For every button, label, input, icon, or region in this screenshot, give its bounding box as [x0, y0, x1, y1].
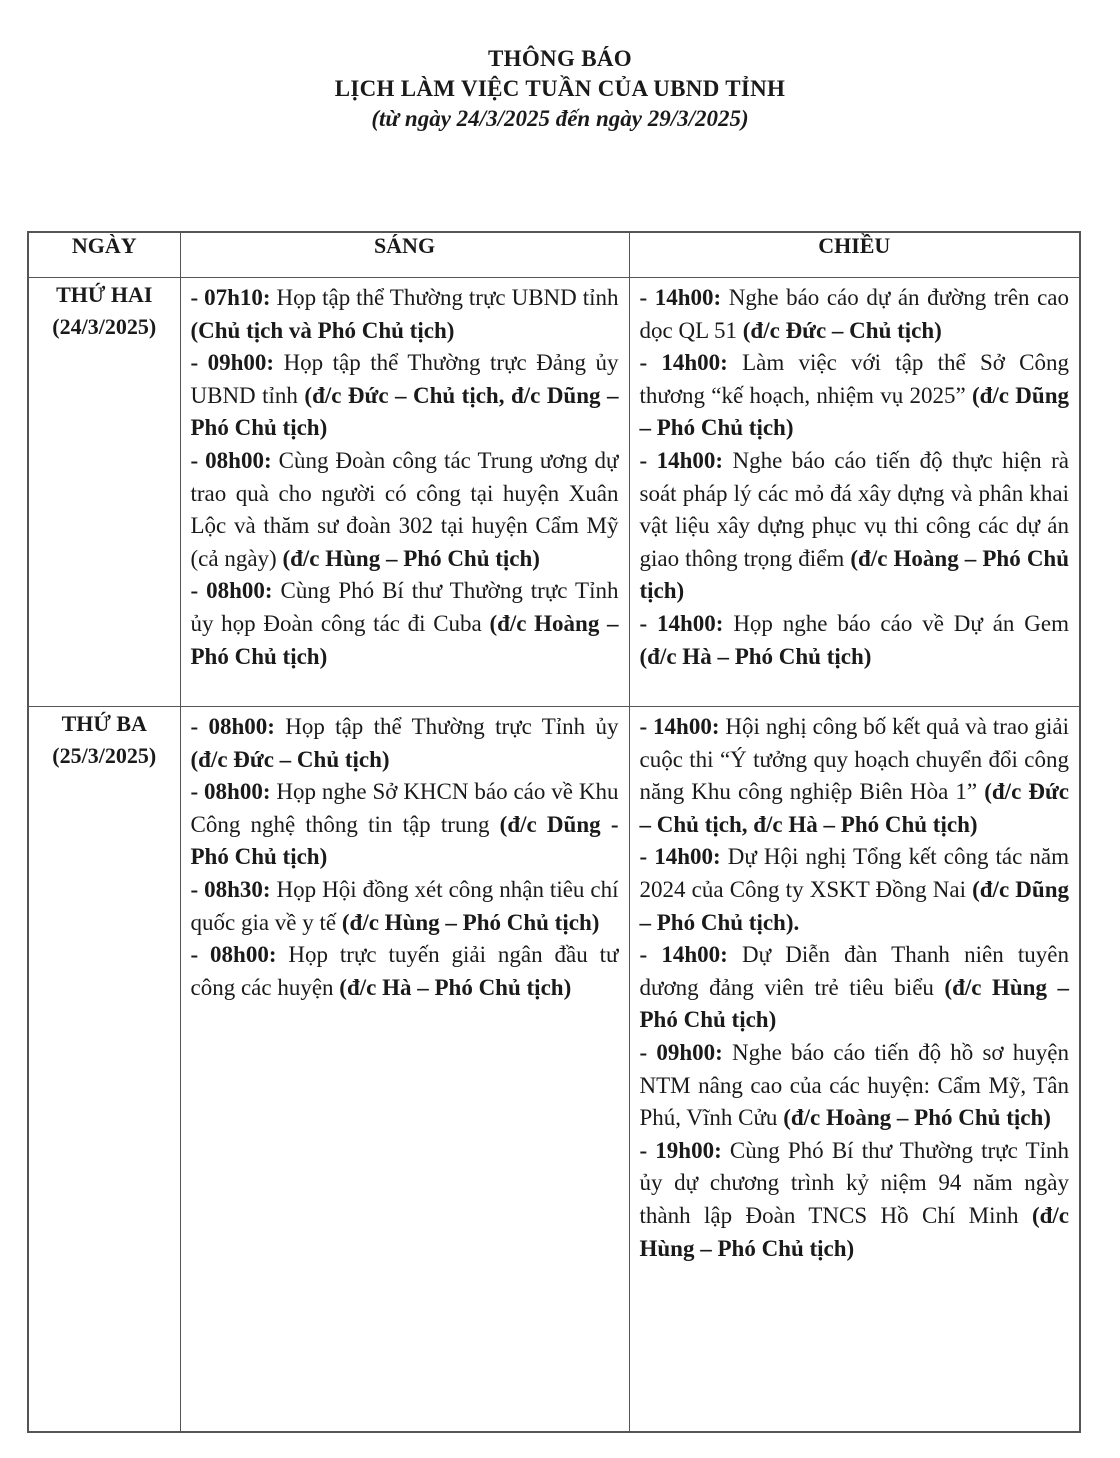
entry-description: Cùng Phó Bí thư Thường trực Tỉnh ủy họp Đoàn công tác đi Cuba	[190, 578, 619, 636]
morning-cell	[180, 707, 629, 1433]
entry-description: Họp Hội đồng xét công nhận tiêu chí quốc gia về y tế	[190, 876, 619, 935]
entry-time: - 14h00:	[639, 714, 720, 739]
entry-time: - 09h00:	[639, 1039, 723, 1065]
entry-description: Hội nghị công bố kết quả và trao giải cuộc thi “Ý tưởng quy hoạch chuyển đổi công năng Khu công nghiệp Biên Hòa 1”	[639, 714, 1069, 805]
schedule-entry	[640, 841, 1070, 939]
schedule-entry	[191, 445, 619, 575]
entry-time: - 14h00:	[639, 350, 728, 376]
schedule-entry	[640, 282, 1070, 347]
entry-description: Cùng Đoàn công tác Trung ương dự trao quà cho người có công tại huyện Xuân Lộc và thăm sư đoàn 302 tại huyện Cẩm Mỹ (cả ngày)	[190, 447, 619, 571]
entry-attendees: (đ/c Dũng – Phó Chủ tịch)	[639, 382, 1069, 441]
schedule-entry	[640, 1135, 1070, 1265]
document-header	[0, 44, 1120, 134]
entry-description: Họp trực tuyến giải ngân đầu tư công các huyện	[190, 942, 619, 1000]
entry-description: Nghe báo cáo tiến độ thực hiện rà soát pháp lý các mỏ đá xây dựng và phân khai vật liệu xây dựng phục vụ thi công các dự án giao thông trọng điểm	[639, 447, 1069, 571]
entry-time: - 09h00:	[190, 350, 275, 376]
schedule-entry	[640, 347, 1070, 445]
afternoon-cell	[629, 707, 1080, 1433]
entry-description: Họp nghe Sở KHCN báo cáo về Khu Công nghệ thông tin tập trung	[190, 779, 619, 837]
schedule-entry	[191, 874, 619, 939]
schedule-table	[27, 231, 1081, 1433]
entry-time: - 08h00:	[190, 942, 277, 968]
entry-description: Họp tập thể Thường trực Tỉnh ủy	[274, 714, 619, 739]
entry-time: - 14h00:	[639, 844, 721, 870]
entry-description: Họp tập thể Thường trực UBND tỉnh	[270, 285, 619, 310]
entry-attendees: (đ/c Hùng – Phó Chủ tịch)	[282, 545, 540, 571]
entry-attendees: (Chủ tịch và Phó Chủ tịch)	[190, 317, 455, 343]
table-row	[28, 707, 1080, 1433]
entry-time: - 14h00:	[639, 610, 724, 636]
morning-cell	[180, 278, 629, 707]
entry-description: Nghe báo cáo dự án đường trên cao dọc QL 51	[639, 285, 1069, 343]
schedule-entry	[640, 939, 1070, 1037]
entry-attendees: (đ/c Hùng – Phó Chủ tịch)	[639, 1202, 1069, 1261]
entry-attendees: (đ/c Đức – Chủ tịch, đ/c Dũng – Phó Chủ tịch)	[190, 382, 619, 441]
entry-description: Họp nghe báo cáo về Dự án Gem	[723, 610, 1069, 636]
document-title: THÔNG BÁO	[488, 46, 632, 71]
entry-attendees: (đ/c Dũng - Phó Chủ tịch)	[190, 811, 619, 870]
schedule-entry	[191, 711, 619, 776]
entry-time: - 08h00:	[190, 447, 272, 473]
schedule-entry	[640, 1037, 1070, 1135]
schedule-entry	[640, 711, 1070, 841]
schedule-entry	[640, 445, 1070, 608]
entry-time: - 07h10:	[190, 285, 271, 310]
schedule-entry	[191, 939, 619, 1004]
entry-description: Làm việc với tập thể Sở Công thương “kế hoạch, nhiệm vụ 2025”	[639, 350, 1069, 408]
entry-description: Nghe báo cáo tiến độ hồ sơ huyện NTM nâng cao của các huyện: Cẩm Mỹ, Tân Phú, Vĩnh Cửu	[639, 1039, 1069, 1131]
entry-description: Dự Diễn đàn Thanh niên tuyên dương đảng viên trẻ tiêu biểu	[639, 942, 1069, 1000]
entry-time: - 08h30:	[190, 876, 271, 902]
entry-time: - 14h00:	[639, 285, 722, 310]
afternoon-cell	[629, 278, 1080, 707]
entry-attendees: (đ/c Hoàng – Phó Chủ tịch)	[190, 610, 619, 669]
schedule-entry	[191, 347, 619, 445]
schedule-entry	[191, 282, 619, 347]
document-title-line2: LỊCH LÀM VIỆC TUẦN CỦA UBND TỈNH	[334, 76, 786, 101]
day-name: THỨ HAI	[56, 282, 153, 307]
table-row	[28, 278, 1080, 707]
entry-time: - 08h00:	[190, 779, 271, 805]
column-header-day: NGÀY	[28, 232, 180, 278]
entry-attendees: (đ/c Hoàng – Phó Chủ tịch)	[783, 1105, 1051, 1131]
entry-attendees: (đ/c Đức – Chủ tịch, đ/c Hà – Phó Chủ tịch)	[639, 779, 1069, 837]
entry-description: Dự Hội nghị Tổng kết công tác năm 2024 của Công ty XSKT Đồng Nai	[639, 844, 1069, 902]
entry-time: - 08h00:	[190, 714, 275, 739]
entry-time: - 19h00:	[639, 1137, 722, 1163]
date-range-subtitle: (từ ngày 24/3/2025 đến ngày 29/3/2025)	[371, 106, 749, 131]
entry-attendees: (đ/c Hoàng – Phó Chủ tịch)	[639, 545, 1070, 604]
day-date: (25/3/2025)	[52, 743, 157, 768]
day-name: THỨ BA	[61, 711, 147, 736]
entry-attendees: (đ/c Hà – Phó Chủ tịch)	[339, 974, 572, 1000]
schedule-entry	[640, 608, 1070, 673]
day-cell	[28, 707, 180, 1433]
schedule-entry	[191, 575, 619, 673]
entry-time: - 14h00:	[639, 942, 728, 968]
entry-attendees: (đ/c Dũng – Phó Chủ tịch).	[639, 876, 1069, 935]
entry-attendees: (đ/c Đức – Chủ tịch)	[742, 317, 942, 343]
entry-description: Họp tập thể Thường trực Đảng ủy UBND tỉnh	[190, 350, 619, 408]
entry-description: Cùng Phó Bí thư Thường trực Tỉnh ủy dự chương trình kỷ niệm 94 năm ngày thành lập Đoàn TNCS Hồ Chí Minh	[639, 1137, 1069, 1228]
entry-attendees: (đ/c Hùng – Phó Chủ tịch)	[341, 909, 600, 935]
entry-time: - 14h00:	[639, 447, 724, 473]
table-header-row	[28, 232, 1080, 278]
entry-attendees: (đ/c Hà – Phó Chủ tịch)	[639, 643, 872, 669]
entry-attendees: (đ/c Hùng – Phó Chủ tịch)	[639, 974, 1069, 1033]
column-header-morning: SÁNG	[180, 232, 629, 278]
column-header-afternoon: CHIỀU	[629, 232, 1080, 278]
day-cell	[28, 278, 180, 707]
entry-time: - 08h00:	[190, 578, 273, 604]
schedule-entry	[191, 776, 619, 874]
entry-attendees: (đ/c Đức – Chủ tịch)	[190, 746, 390, 772]
day-date: (24/3/2025)	[52, 314, 157, 339]
